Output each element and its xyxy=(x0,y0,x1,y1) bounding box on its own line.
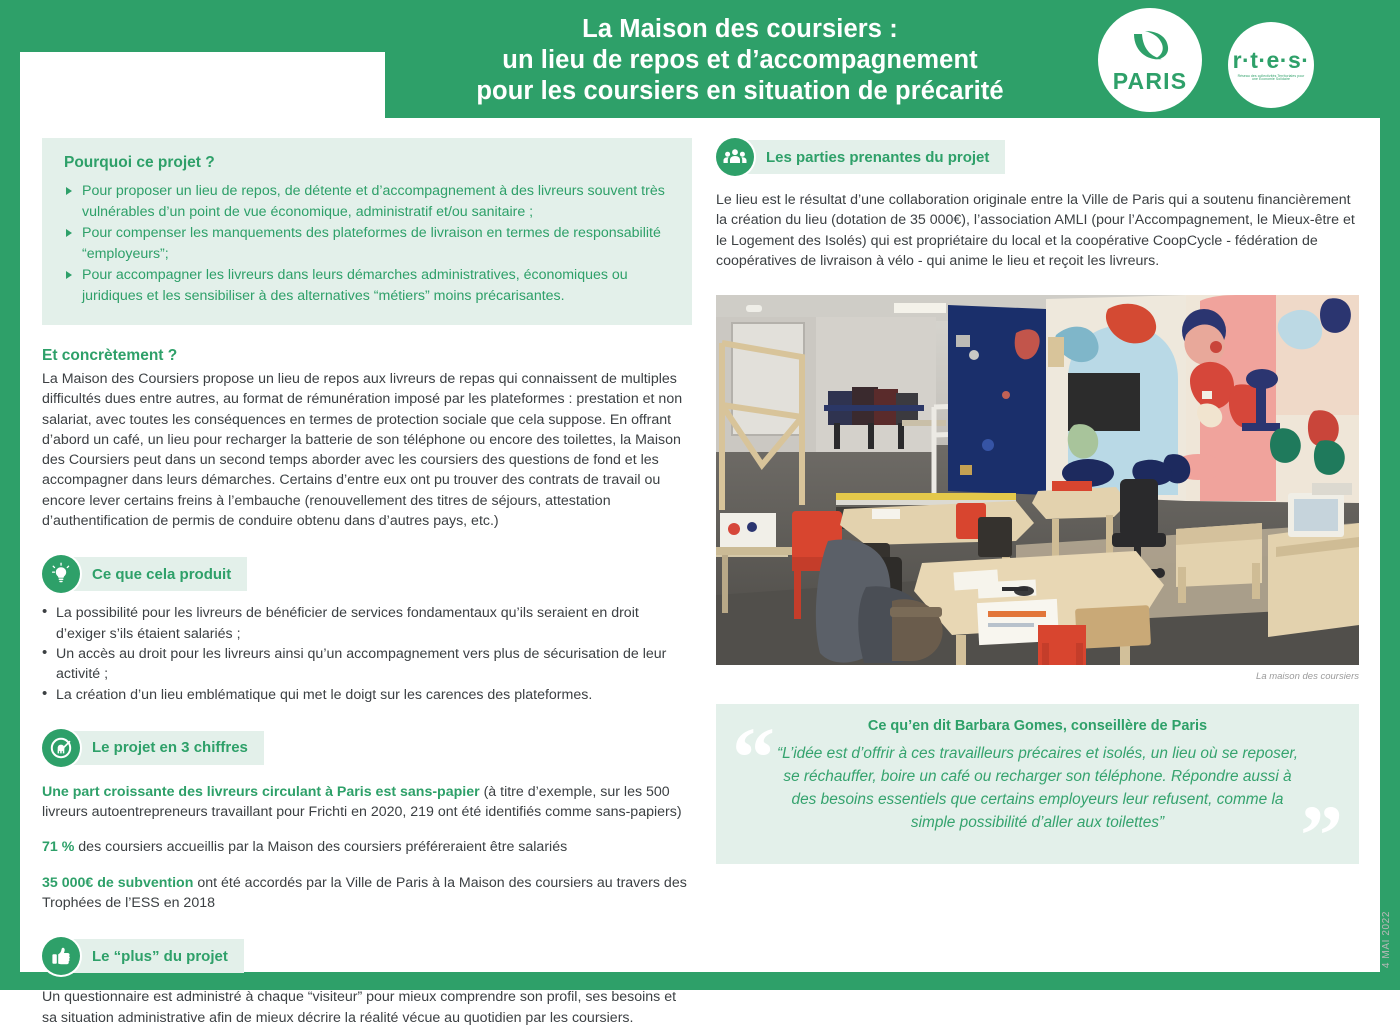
quote-close-mark: ” xyxy=(1300,787,1343,865)
quote-title: Ce qu’en dit Barbara Gomes, conseillère de Paris xyxy=(867,718,1208,735)
stat-highlight: Une part croissante des livreurs circulant à Paris est sans-papier xyxy=(42,783,480,800)
stat-rest: des coursiers accueillis par la Maison des coursiers préféreraient être salariés xyxy=(74,839,568,856)
list-item: Pour accompagner les livreurs dans leurs démarches administratives, économiques ou juridiques et les sensibiliser à des alternatives “métiers” moins précarisantes. xyxy=(64,265,674,306)
stakeholders-text: Le lieu est le résultat d’une collaboration originale entre la Ville de Paris qui a soutenu financièrement la création du lieu (dotation de 35 000€), l’association AMLI (pour l’Accompagnement, le Mieux-être et le Logement des Isolés) qui est propriétaire du local et la coopérative CoopCycle - fédération de coopératives de livraison à vélo - qui anime le lieu et reçoit les livreurs. xyxy=(716,192,1355,269)
venue-photo xyxy=(716,295,1359,665)
concretely-text: La Maison des Coursiers propose un lieu de repos aux livreurs de repas qui connaissent de multiples difficultés dues entre autres, au format de rémunération imposé par les plateformes : prestation et non salariat, avec toutes les conséquences en termes de protection sociale que cela suppose. En offrant d’abord un café, un lieu pour recharger la batterie de son téléphone ou encore des toilettes, la Maison des Coursiers peut dans un second temps aborder avec les coursiers des questions de fond et les accompagner dans leurs démarches. Certains d’entre eux ont pu trouver des contrats de travail ou encore lever certains freins à l’embauche (renouvellement des titres de séjours, attestation d’authentification de permis de conduire obtenu dans d’autres pays, etc.) xyxy=(42,371,683,530)
plus-label: Le “plus” du projet xyxy=(66,939,244,973)
right-column xyxy=(716,138,1361,864)
figures-header xyxy=(42,729,692,767)
publication-date: 4 MAI 2022 xyxy=(1381,910,1392,968)
venue-photo-illustration xyxy=(716,295,1359,665)
why-project-list xyxy=(64,181,674,306)
paris-logo-word: PARIS xyxy=(1112,67,1188,94)
quote-block xyxy=(716,704,1359,864)
stakeholders-label: Les parties prenantes du projet xyxy=(740,140,1005,174)
people-group-icon xyxy=(716,138,754,176)
list-item: • La possibilité pour les livreurs de bénéficier de services fondamentaux qu’ils seraient en droit d’exiger s’ils étaient salariés ; xyxy=(42,603,692,644)
stat-item xyxy=(42,837,692,857)
photo-caption: La maison des coursiers xyxy=(1256,671,1359,683)
figures-label: Le projet en 3 chiffres xyxy=(66,731,264,765)
paris-logo xyxy=(1098,8,1202,112)
plus-header xyxy=(42,937,692,975)
produces-label: Ce que cela produit xyxy=(66,557,247,591)
list-item: Pour proposer un lieu de repos, de détente et d’accompagnement à des livreurs souvent très vulnérables d’un point de vue économique, administratif et/ou sanitaire ; xyxy=(64,181,674,222)
list-item: Pour compenser les manquements des plateformes de livraison en termes de responsabilité “employeurs”; xyxy=(64,223,674,264)
list-item: • Un accès au droit pour les livreurs ainsi qu’un accompagnement vers plus de sécurisation de leur activité ; xyxy=(42,644,692,685)
rtes-logo-word: r·t·e·s· xyxy=(1232,46,1310,73)
concretely-section xyxy=(42,347,692,531)
header-notch xyxy=(20,52,385,118)
quote-open-mark: “ xyxy=(732,709,775,806)
why-project-box xyxy=(42,138,692,325)
rtes-logo-tagline: Réseau des collectivités Territoriales pour une Économie Solidaire xyxy=(1237,73,1305,81)
rtes-logo xyxy=(1228,22,1314,108)
stat-highlight: 35 000€ de subvention xyxy=(42,874,194,891)
title-line-3: pour les coursiers en situation de précarité xyxy=(476,77,1004,105)
stat-rest: (à titre d’exemple, sur les 500 livreurs autoentrepreneurs travaillant pour Frichti en 2020, 219 ont été identifiés comme sans-papiers) xyxy=(42,783,682,821)
produces-header xyxy=(42,555,692,593)
concretely-title: Et concrètement ? xyxy=(42,347,178,364)
list-item: • La création d’un lieu emblématique qui met le doigt sur les carences des plateformes. xyxy=(42,685,692,705)
produces-list xyxy=(42,603,692,704)
why-project-title: Pourquoi ce projet ? xyxy=(64,154,215,171)
title-line-2: un lieu de repos et d’accompagnement xyxy=(502,46,978,74)
stat-item xyxy=(42,782,692,823)
stakeholders-header xyxy=(716,138,1361,176)
stat-rest: ont été accordés par la Ville de Paris à la Maison des coursiers au travers des Trophées de l’ESS en 2018 xyxy=(42,874,687,912)
quote-text: “L’idée est d’offrir à ces travailleurs précaires et isolés, un lieu où se reposer, se réchauffer, boire un café ou recharger son téléphone. Répondre aussi à des besoins essentiels que certains employeurs leur refusent, comme la simple possibilité d’aller aux toilettes” xyxy=(777,745,1298,832)
title-line-1: La Maison des coursiers : xyxy=(582,15,898,43)
plus-text: Un questionnaire est administré à chaque “visiteur” pour mieux comprendre son profil, ses besoins et sa situation administrative afin de mieux décrire la réalité vécue au quotidien par les coursiers. xyxy=(42,989,677,1026)
stat-item xyxy=(42,873,692,914)
target-chart-icon xyxy=(42,729,80,767)
page-title xyxy=(390,14,1090,107)
stat-highlight: 71 % xyxy=(42,839,75,856)
paris-boat-icon xyxy=(1128,28,1172,69)
left-column xyxy=(42,138,692,1028)
